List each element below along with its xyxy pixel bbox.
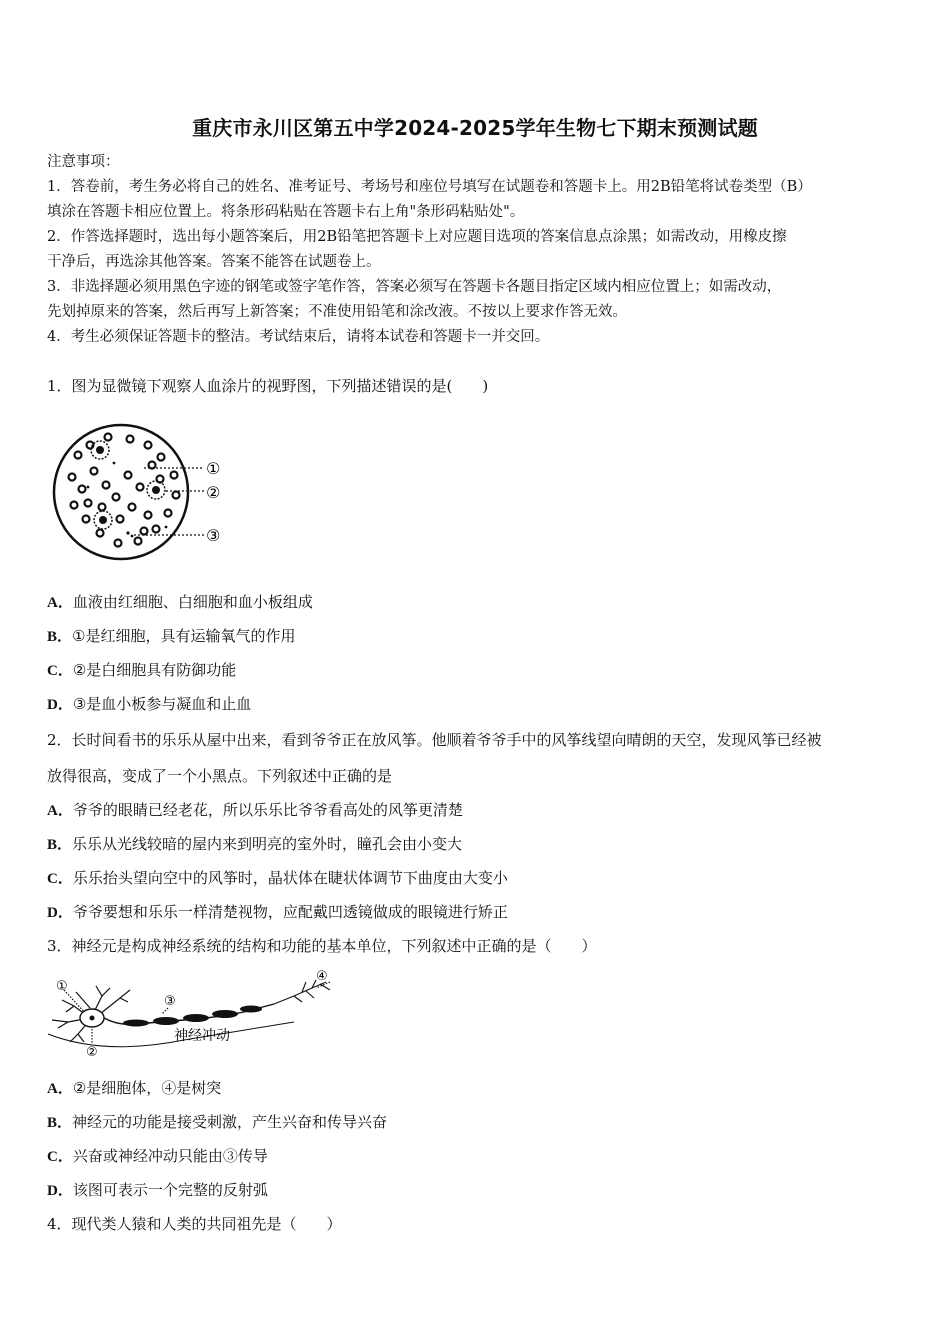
- figure-label: ②: [206, 483, 221, 502]
- option-text: 爷爷要想和乐乐一样清楚视物，应配戴凹透镜做成的眼镜进行矫正: [72, 903, 508, 921]
- option-c: [47, 868, 508, 889]
- option-letter: B．: [47, 837, 73, 853]
- option-letter: C．: [47, 663, 73, 679]
- option-letter: C．: [47, 1149, 73, 1165]
- blood-smear-figure: [48, 415, 248, 570]
- option-b: [47, 834, 462, 855]
- notice-heading: 注意事项：: [47, 154, 120, 170]
- option-letter: B．: [47, 1115, 73, 1131]
- option-d: [47, 1180, 268, 1201]
- notice-line: 3．非选择题必须用黑色字迹的钢笔或签字笔作答，答案必须写在答题卡各题目指定区域内相应位置上；如需改动，: [47, 279, 782, 295]
- figure-caption: 神经冲动: [174, 1028, 230, 1044]
- question-1-stem: 1．图为显微镜下观察人血涂片的视野图，下列描述错误的是( ): [47, 377, 489, 395]
- question-2-stem: 2．长时间看书的乐乐从屋中出来，看到爷爷正在放风筝。他顺着爷爷手中的风筝线望向晴朗的天空，发现风筝已经被: [47, 731, 822, 749]
- figure-label: ①: [56, 979, 68, 994]
- figure-label: ④: [316, 969, 328, 984]
- option-letter: D．: [47, 905, 73, 921]
- option-b: [47, 626, 295, 647]
- figure-label: ②: [86, 1045, 98, 1060]
- option-c: [47, 660, 236, 681]
- option-text: 兴奋或神经冲动只能由③传导: [72, 1147, 268, 1165]
- option-d: [47, 694, 251, 715]
- option-text: 乐乐从光线较暗的屋内来到明亮的室外时，瞳孔会由小变大: [72, 835, 463, 853]
- question-4-stem: 4．现代类人猿和人类的共同祖先是（ ）: [47, 1215, 342, 1233]
- option-c: [47, 1146, 268, 1167]
- option-letter: A．: [47, 1081, 73, 1097]
- notice-line: 2．作答选择题时，选出每小题答案后，用2B铅笔把答题卡上对应题目选项的答案信息点涂黑；如需改动，用橡皮擦: [47, 229, 787, 245]
- option-text: ②是细胞体，④是树突: [72, 1079, 222, 1097]
- option-text: 乐乐抬头望向空中的风筝时，晶状体在睫状体调节下曲度由大变小: [72, 869, 508, 887]
- option-letter: A．: [47, 803, 73, 819]
- neuron-figure: [44, 968, 344, 1060]
- notice-line: 先划掉原来的答案，然后再写上新答案；不准使用铅笔和涂改液。不按以上要求作答无效。: [47, 304, 627, 320]
- figure-label: ③: [206, 526, 221, 545]
- option-text: 爷爷的眼睛已经老花，所以乐乐比爷爷看高处的风筝更清楚: [72, 801, 463, 819]
- option-b: [47, 1112, 387, 1133]
- question-2-stem: 放得很高，变成了一个小黑点。下列叙述中正确的是: [47, 767, 393, 785]
- figure-label: ①: [206, 459, 221, 478]
- option-a: [47, 592, 313, 613]
- notice-line: 填涂在答题卡相应位置上。将条形码粘贴在答题卡右上角"条形码粘贴处"。: [47, 204, 525, 220]
- option-letter: C．: [47, 871, 73, 887]
- option-text: ②是白细胞具有防御功能: [72, 661, 237, 679]
- page-title: 重庆市永川区第五中学2024-2025学年生物七下期末预测试题: [192, 116, 758, 140]
- option-text: 该图可表示一个完整的反射弧: [72, 1181, 268, 1199]
- notice-line: 4．考生必须保证答题卡的整洁。考试结束后，请将本试卷和答题卡一并交回。: [47, 329, 550, 345]
- option-a: [47, 800, 463, 821]
- question-3-stem: 3．神经元是构成神经系统的结构和功能的基本单位，下列叙述中正确的是（ ）: [47, 937, 597, 955]
- option-d: [47, 902, 508, 923]
- option-text: 血液由红细胞、白细胞和血小板组成: [72, 593, 313, 611]
- option-text: ①是红细胞，具有运输氧气的作用: [72, 627, 296, 645]
- notice-line: 1．答卷前，考生务必将自己的姓名、准考证号、考场号和座位号填写在试题卷和答题卡上。用2B铅笔将试卷类型（B）: [47, 179, 812, 195]
- notice-line: 干净后，再选涂其他答案。答案不能答在试题卷上。: [47, 254, 381, 270]
- option-text: ③是血小板参与凝血和止血: [72, 695, 252, 713]
- option-letter: B．: [47, 629, 73, 645]
- figure-label: ③: [164, 994, 176, 1009]
- option-text: 神经元的功能是接受刺激，产生兴奋和传导兴奋: [72, 1113, 388, 1131]
- option-letter: A．: [47, 595, 73, 611]
- option-letter: D．: [47, 697, 73, 713]
- option-letter: D．: [47, 1183, 73, 1199]
- option-a: [47, 1078, 221, 1099]
